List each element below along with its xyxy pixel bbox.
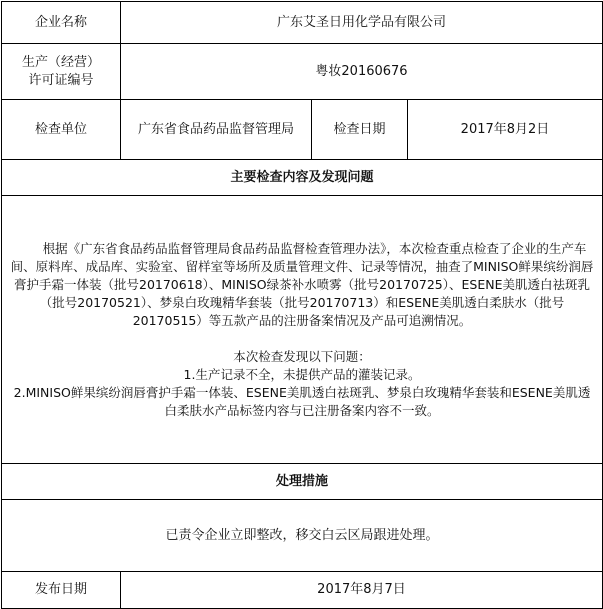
inspection-date-value: 2017年8月2日 [408,100,603,160]
license-label-line1: 生产（经营） [21,54,100,70]
inspection-date-label: 检查日期 [312,100,408,160]
measures-content: 已责令企业立即整改，移交白云区局跟进处理。 [2,500,603,572]
publish-date-label: 发布日期 [2,572,121,609]
issue-item-2: 2.MINISO鲜果缤纷润唇膏护手霜一体装、ESENE美肌透白祛斑乳、梦泉白玫瑰精华套装和ESENE美肌透白柔肤水产品标签内容与已注册备案内容不一致。 [13,384,591,418]
measures-header-row [2,464,603,500]
measures-title: 处理措施 [2,464,603,500]
main-section-body-row [2,196,603,464]
paragraph-spacer [8,330,596,348]
publish-date-value: 2017年8月7日 [121,572,603,609]
license-number-value: 粤妆20160676 [121,44,603,100]
company-row [2,2,603,44]
main-section-body [2,196,603,464]
company-name-label: 企业名称 [2,2,121,44]
publish-row [2,572,603,609]
license-label-line2: 许可证编号 [28,72,94,88]
inspection-content-paragraph: 根据《广东省食品药品监督管理局食品药品监督检查管理办法》，本次检查重点检查了企业的生产车间、原料库、成品库、实验室、留样室等场所及质量管理文件、记录等情况，抽查了MINISO鲜果缤纷润唇膏护手霜一体装（批号20170618）、MINISO绿茶补水喷雾（批号20170725）、ESENE美肌透白祛斑乳（批号20170521）、梦泉白玫瑰精华套装（批号20170713）和ESENE美肌透白柔肤水（批号20170515）等五款产品的注册备案情况及产品可追溯情况。 [10,240,594,328]
inspection-unit-value: 广东省食品药品监督管理局 [121,100,312,160]
main-section-header-row [2,160,603,196]
main-section-title: 主要检查内容及发现问题 [2,160,603,196]
inspection-row [2,100,603,160]
issues-intro: 本次检查发现以下问题： [233,348,371,364]
inspection-report-table [1,1,603,609]
measures-body-row [2,500,603,572]
license-number-label [2,44,121,100]
issue-item-1: 1.生产记录不全，未提供产品的灌装记录。 [183,366,421,382]
company-name-value: 广东艾圣日用化学品有限公司 [121,2,603,44]
license-row [2,44,603,100]
inspection-unit-label: 检查单位 [2,100,121,160]
